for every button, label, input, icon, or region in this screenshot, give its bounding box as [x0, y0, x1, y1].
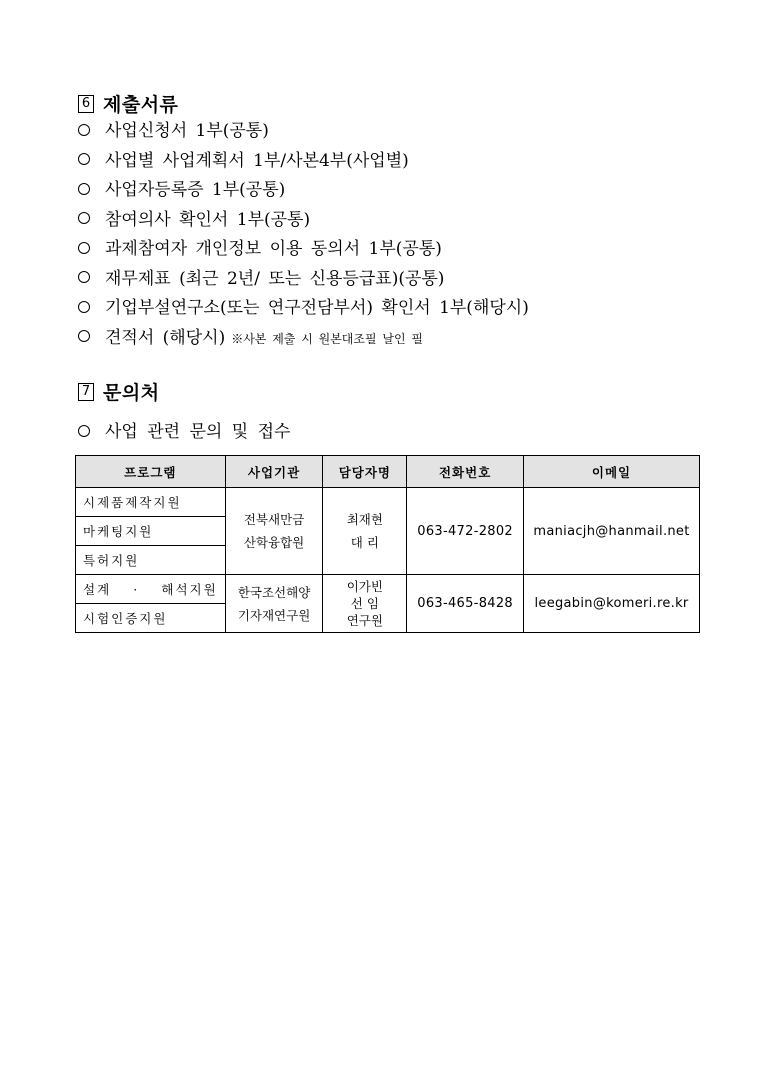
- table-row: [76, 488, 700, 517]
- header-organization: 사업기관: [225, 456, 323, 488]
- program-cell: 시험인증지원: [76, 604, 226, 633]
- organization-cell: 전북새만금 산학융합원: [225, 488, 323, 575]
- circle-bullet-icon: [78, 330, 90, 342]
- section-6-heading: [78, 90, 178, 117]
- list-item: 사업신청서 1부(공통): [78, 117, 529, 147]
- list-item: 기업부설연구소(또는 연구전담부서) 확인서 1부(해당시): [78, 294, 529, 324]
- list-item: 사업별 사업계획서 1부/사본4부(사업별): [78, 147, 529, 177]
- table-row: [76, 575, 700, 604]
- table-header-row: [76, 456, 700, 488]
- header-email: 이메일: [524, 456, 700, 488]
- email-cell: leegabin@komeri.re.kr: [524, 575, 700, 633]
- section-number-box: 7: [78, 383, 94, 401]
- circle-bullet-icon: [78, 301, 90, 313]
- email-cell: maniacjh@hanmail.net: [524, 488, 700, 575]
- program-cell: 시제품제작지원: [76, 488, 226, 517]
- circle-bullet-icon: [78, 124, 90, 136]
- phone-cell: 063-472-2802: [407, 488, 524, 575]
- organization-cell: 한국조선해양 기자재연구원: [225, 575, 323, 633]
- contact-table: [75, 455, 700, 633]
- program-cell: 설계 · 해석지원: [76, 575, 226, 604]
- section-number-box: 6: [78, 95, 94, 113]
- list-item: 사업자등록증 1부(공통): [78, 176, 529, 206]
- circle-bullet-icon: [78, 242, 90, 254]
- circle-bullet-icon: [78, 183, 90, 195]
- circle-bullet-icon: [78, 425, 90, 437]
- circle-bullet-icon: [78, 153, 90, 165]
- circle-bullet-icon: [78, 212, 90, 224]
- circle-bullet-icon: [78, 271, 90, 283]
- list-item: 재무제표 (최근 2년/ 또는 신용등급표)(공통): [78, 265, 529, 295]
- document-list: [78, 117, 529, 353]
- list-item: 견적서 (해당시) ※사본 제출 시 원본대조필 날인 필: [78, 324, 529, 354]
- list-item: 과제참여자 개인정보 이용 동의서 1부(공통): [78, 235, 529, 265]
- section-title: 문의처: [103, 382, 160, 404]
- contact-intro: 사업 관련 문의 및 접수: [78, 417, 290, 442]
- phone-cell: 063-465-8428: [407, 575, 524, 633]
- header-contact-person: 담당자명: [323, 456, 407, 488]
- contact-person-cell: 이가빈 선 임 연구원: [323, 575, 407, 633]
- copy-note: ※사본 제출 시 원본대조필 날인 필: [231, 331, 423, 346]
- program-cell: 특허지원: [76, 546, 226, 575]
- list-item: 참여의사 확인서 1부(공통): [78, 206, 529, 236]
- contact-person-cell: 최재현 대 리: [323, 488, 407, 575]
- section-7-heading: [78, 378, 160, 405]
- section-title: 제출서류: [103, 94, 179, 116]
- program-cell: 마케팅지원: [76, 517, 226, 546]
- header-program: 프로그램: [76, 456, 226, 488]
- header-phone: 전화번호: [407, 456, 524, 488]
